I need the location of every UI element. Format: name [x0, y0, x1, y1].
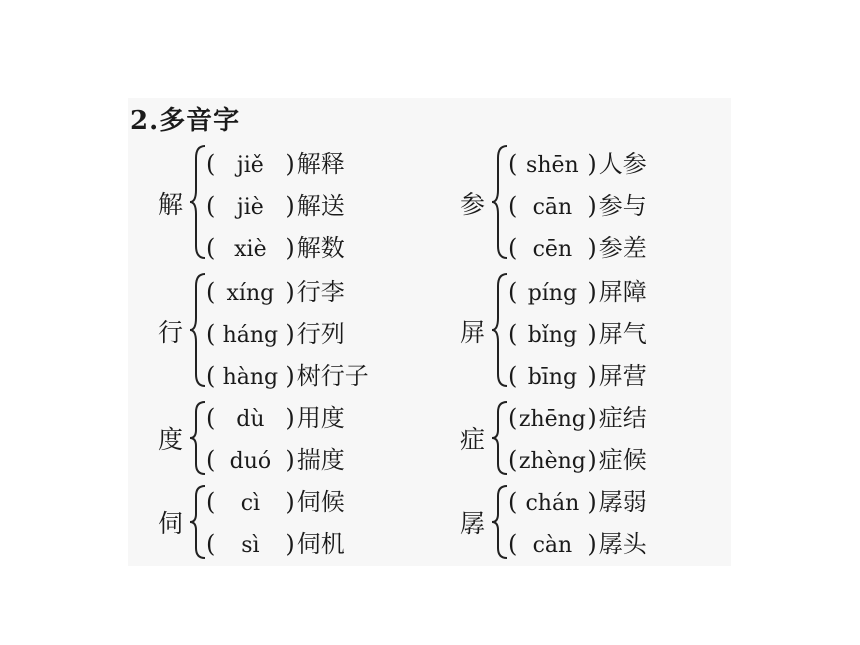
word-text: 参差 — [598, 234, 647, 262]
brace-icon — [188, 272, 208, 388]
word-text: 伺机 — [296, 530, 345, 558]
word-text: 孱弱 — [598, 488, 647, 516]
pinyin-text: xiè — [234, 237, 267, 262]
brace-icon — [490, 400, 510, 476]
pinyin-row: (zhēng)症结 — [508, 398, 647, 433]
pinyin-row: ( bǐng )屏气 — [508, 314, 647, 349]
pinyin-row: ( píng )屏障 — [508, 272, 647, 307]
head-char: 解 — [158, 190, 184, 219]
pinyin-text: sì — [241, 533, 260, 558]
pinyin-text: bǐng — [527, 323, 578, 348]
pinyin-row: ( bīng )屏营 — [508, 356, 647, 391]
pinyin-row: ( chán )孱弱 — [508, 482, 647, 517]
pinyin-text: bīng — [527, 365, 578, 390]
pinyin-row: ( duó )揣度 — [206, 440, 345, 475]
brace-icon — [188, 484, 208, 560]
word-text: 症结 — [598, 404, 647, 432]
pinyin-text: hàng — [222, 365, 279, 390]
pinyin-row: ( cān )参与 — [508, 186, 647, 221]
pinyin-row: ( háng )行列 — [206, 314, 345, 349]
pinyin-row: ( xiè )解数 — [206, 228, 345, 263]
brace-icon — [188, 144, 208, 260]
pinyin-row: ( hàng )树行子 — [206, 356, 369, 391]
pinyin-text: xíng — [226, 281, 275, 306]
pinyin-row: ( xíng )行李 — [206, 272, 345, 307]
pinyin-text: píng — [527, 281, 578, 306]
pinyin-text: duó — [229, 449, 272, 474]
pinyin-text: shēn — [526, 153, 579, 178]
head-char: 屏 — [460, 318, 486, 347]
pinyin-row: ( jiè )解送 — [206, 186, 345, 221]
pinyin-row: (zhèng)症候 — [508, 440, 647, 475]
pinyin-row: ( càn )孱头 — [508, 524, 647, 559]
pinyin-row: ( sì )伺机 — [206, 524, 345, 559]
word-text: 行列 — [296, 320, 345, 348]
pinyin-text: zhēng — [518, 407, 586, 432]
pinyin-text: háng — [222, 323, 279, 348]
pinyin-text: cēn — [532, 237, 573, 262]
head-char: 伺 — [158, 509, 184, 538]
pinyin-text: càn — [532, 533, 573, 558]
word-text: 解释 — [296, 150, 345, 178]
word-text: 孱头 — [598, 530, 647, 558]
pinyin-text: cì — [240, 491, 261, 516]
head-char: 参 — [460, 190, 486, 219]
word-text: 用度 — [296, 404, 345, 432]
pinyin-text: cān — [532, 195, 573, 220]
pinyin-text: dù — [236, 407, 265, 432]
word-text: 症候 — [598, 446, 647, 474]
brace-icon — [490, 144, 510, 260]
head-char: 症 — [460, 425, 486, 454]
brace-icon — [188, 400, 208, 476]
word-text: 参与 — [598, 192, 647, 220]
head-char: 行 — [158, 318, 184, 347]
pinyin-text: jiè — [236, 195, 264, 220]
head-char: 孱 — [460, 509, 486, 538]
word-text: 屏气 — [598, 320, 647, 348]
word-text: 揣度 — [296, 446, 345, 474]
section-title: 2.多音字 — [130, 106, 241, 136]
pinyin-text: jiě — [236, 153, 264, 178]
head-char: 度 — [158, 425, 184, 454]
word-text: 屏营 — [598, 362, 647, 390]
word-text: 人参 — [598, 150, 647, 178]
brace-icon — [490, 484, 510, 560]
word-text: 伺候 — [296, 488, 345, 516]
brace-icon — [490, 272, 510, 388]
pinyin-row: ( dù )用度 — [206, 398, 345, 433]
word-text: 解数 — [296, 234, 345, 262]
pinyin-row: ( jiě )解释 — [206, 144, 345, 179]
word-text: 解送 — [296, 192, 345, 220]
pinyin-text: chán — [525, 491, 580, 516]
word-text: 屏障 — [598, 278, 647, 306]
pinyin-row: ( cēn )参差 — [508, 228, 647, 263]
pinyin-text: zhèng — [518, 449, 586, 474]
pinyin-row: ( shēn )人参 — [508, 144, 647, 179]
word-text: 树行子 — [296, 362, 369, 390]
pinyin-row: ( cì )伺候 — [206, 482, 345, 517]
word-text: 行李 — [296, 278, 345, 306]
